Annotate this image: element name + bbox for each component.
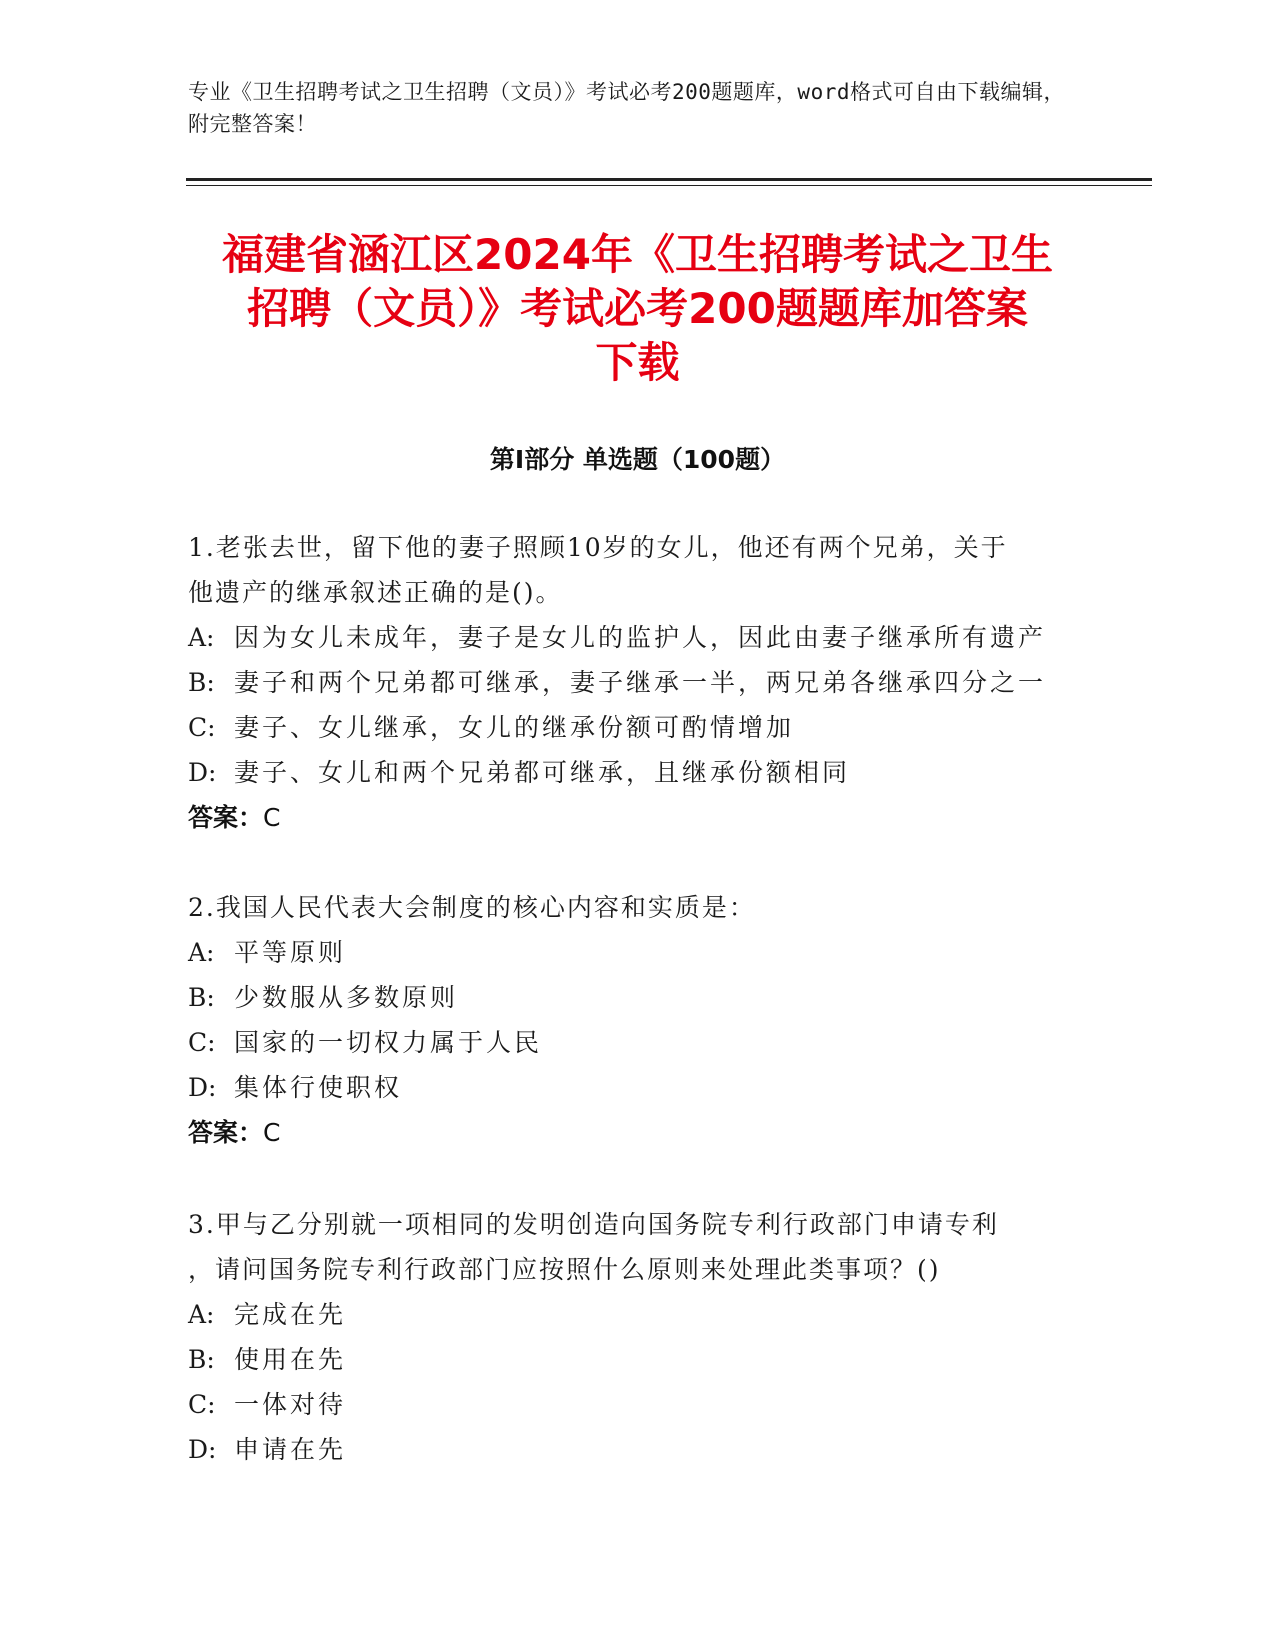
option-letter: C: <box>188 713 216 742</box>
question-1 <box>188 525 1068 840</box>
option-text: 少数服从多数原则 <box>234 983 459 1012</box>
option-text: 集体行使职权 <box>234 1073 403 1102</box>
question-stem-line-1: 2.我国人民代表大会制度的核心内容和实质是： <box>188 893 756 922</box>
header-divider-thick <box>186 178 1152 181</box>
option-letter: B: <box>188 1345 215 1374</box>
document-title <box>170 228 1105 390</box>
option-text: 妻子、女儿和两个兄弟都可继承，且继承份额相同 <box>234 758 851 787</box>
option-text: 一体对待 <box>234 1390 347 1419</box>
question-3 <box>188 1202 1068 1472</box>
question-stem <box>188 525 1068 615</box>
option-a <box>188 930 1068 975</box>
option-text: 平等原则 <box>234 938 347 967</box>
answer-value: C <box>263 803 281 832</box>
option-text: 申请在先 <box>234 1435 347 1464</box>
question-stem-line-1: 1.老张去世，留下他的妻子照顾10岁的女儿，他还有两个兄弟，关于 <box>188 533 1008 562</box>
question-stem-line-2: 他遗产的继承叙述正确的是()。 <box>188 578 563 607</box>
option-c <box>188 1020 1068 1065</box>
option-text: 完成在先 <box>234 1300 347 1329</box>
answer-label: 答案： <box>188 803 264 832</box>
question-2 <box>188 885 1068 1155</box>
answer-value: C <box>263 1118 281 1147</box>
option-c <box>188 1382 1068 1427</box>
option-letter: B: <box>188 983 215 1012</box>
header-note: 专业《卫生招聘考试之卫生招聘（文员）》考试必考200题题库，word格式可自由下载编辑，附完整答案！ <box>188 80 1065 136</box>
option-a <box>188 615 1068 660</box>
option-letter: D: <box>188 1073 217 1102</box>
answer-line <box>188 795 1068 840</box>
document-title-line-2: 招聘（文员）》考试必考200题题库加答案 <box>247 284 1028 333</box>
option-letter: A: <box>188 1300 215 1329</box>
answer-label: 答案： <box>188 1118 264 1147</box>
option-c <box>188 705 1068 750</box>
option-letter: D: <box>188 1435 217 1464</box>
option-letter: C: <box>188 1390 216 1419</box>
option-letter: A: <box>188 623 215 652</box>
option-b <box>188 975 1068 1020</box>
option-letter: A: <box>188 938 215 967</box>
option-text: 因为女儿未成年，妻子是女儿的监护人，因此由妻子继承所有遗产 <box>234 623 1047 652</box>
question-stem <box>188 885 1068 930</box>
option-a <box>188 1292 1068 1337</box>
option-b <box>188 660 1068 705</box>
option-letter: D: <box>188 758 217 787</box>
option-d <box>188 750 1068 795</box>
document-title-line-1: 福建省涵江区2024年《卫生招聘考试之卫生 <box>222 230 1053 279</box>
question-stem-line-1: 3.甲与乙分别就一项相同的发明创造向国务院专利行政部门申请专利 <box>188 1210 999 1239</box>
option-text: 妻子和两个兄弟都可继承，妻子继承一半，两兄弟各继承四分之一 <box>234 668 1047 697</box>
section-heading: 第Ⅰ部分 单选题（100题） <box>489 445 786 474</box>
option-letter: C: <box>188 1028 216 1057</box>
option-d <box>188 1427 1068 1472</box>
question-stem-line-2: ，请问国务院专利行政部门应按照什么原则来处理此类事项？() <box>188 1255 941 1284</box>
option-text: 使用在先 <box>234 1345 347 1374</box>
document-title-line-3: 下载 <box>595 338 680 387</box>
option-text: 国家的一切权力属于人民 <box>234 1028 543 1057</box>
option-d <box>188 1065 1068 1110</box>
header-divider-thin <box>186 185 1152 186</box>
option-text: 妻子、女儿继承，女儿的继承份额可酌情增加 <box>234 713 795 742</box>
option-letter: B: <box>188 668 215 697</box>
option-b <box>188 1337 1068 1382</box>
question-stem <box>188 1202 1068 1292</box>
answer-line <box>188 1110 1068 1155</box>
